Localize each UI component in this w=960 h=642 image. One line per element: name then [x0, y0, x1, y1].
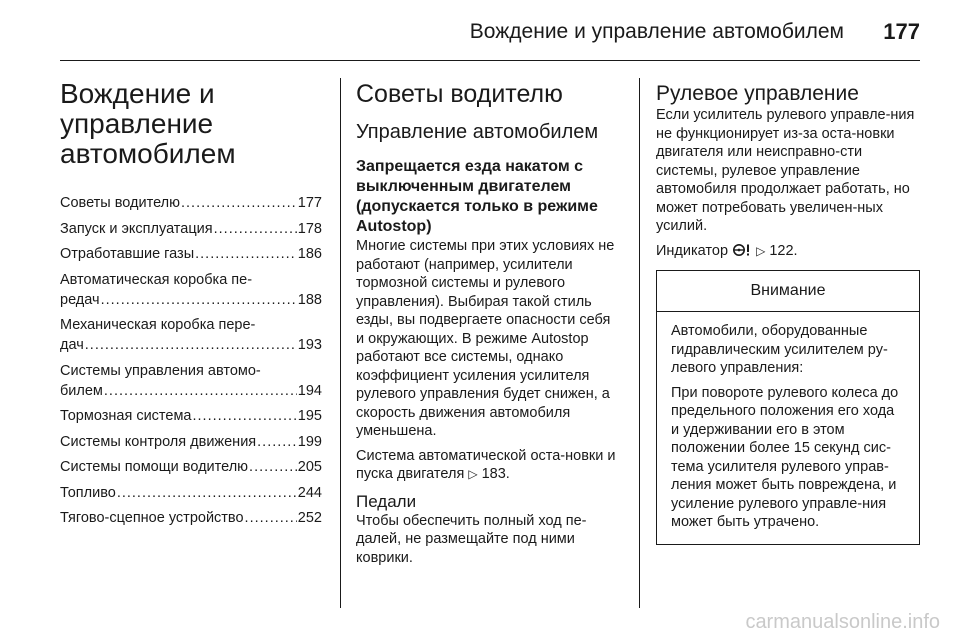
toc-entry[interactable] [60, 219, 322, 239]
toc-entry-page: 177 [297, 195, 322, 211]
warning-title: Внимание [657, 271, 919, 312]
toc-dot-leader [104, 381, 297, 401]
toc-dot-leader [117, 483, 297, 503]
toc-entry[interactable] [60, 406, 322, 426]
toc-entry-label: дач [60, 337, 84, 353]
toc-entry-line [60, 193, 322, 213]
column-divider-1 [340, 78, 341, 608]
toc-entry-label: Тягово-сцепное устройство [60, 510, 244, 526]
toc-entry-line [60, 508, 322, 528]
toc-entry-page: 193 [297, 337, 322, 353]
warning-body [657, 312, 919, 544]
toc-entry-label: Автоматическая коробка пе- [60, 271, 253, 288]
column-divider-2 [639, 78, 640, 608]
toc-dot-leader [195, 244, 297, 264]
toc-entry-line [60, 432, 322, 452]
toc-entry-line [60, 335, 322, 355]
toc-entry-label: Тормозная система [60, 408, 192, 424]
toc-entry-label: Топливо [60, 484, 116, 501]
toc-entry-page: 205 [297, 459, 322, 475]
toc-entry-label: Системы управления автомо- [60, 362, 261, 379]
warning-paragraph: При повороте рулевого колеса до предельного положения его хода и удерживании его в этом положении более 15 секунд сис-тема усилителя рулевого управ-ления может быть повреждена, и усиление рулевого управле-ния может быть утрачено. [671, 384, 899, 530]
toc-entry[interactable] [60, 244, 322, 264]
driving-tips-column [356, 74, 622, 573]
toc-entry-label: редач [60, 291, 100, 308]
chapter-column [60, 74, 322, 534]
page-reference-arrow-icon: ▷ [756, 243, 766, 258]
chapter-title: Вождение и управление автомобилем [60, 78, 236, 169]
paragraph-indicator [656, 242, 920, 261]
paragraph-autostop [356, 447, 622, 484]
toc-dot-leader [193, 406, 297, 426]
page-reference-arrow-icon: ▷ [468, 467, 478, 481]
toc-entry-page: 178 [297, 220, 322, 237]
toc-entry-page: 244 [297, 484, 322, 501]
steering-column [656, 74, 920, 545]
toc-entry-label: Отработавшие газы [60, 246, 195, 262]
toc-entry-label: Системы помощи водителю [60, 459, 249, 475]
heading-no-coasting: Запрещается езда накатом с выключенным двигателем (допускается только в режиме Autostop) [356, 158, 598, 235]
toc-entry-label: Запуск и эксплуатация [60, 220, 213, 237]
watermark: carmanualsonline.info [745, 611, 940, 633]
indicator-page-ref: 122. [769, 242, 798, 259]
toc-entry[interactable] [60, 483, 322, 503]
toc-entry[interactable] [60, 270, 322, 310]
toc-dot-leader [257, 432, 297, 452]
toc-entry[interactable] [60, 457, 322, 477]
toc-dot-leader [245, 508, 297, 528]
toc-dot-leader [214, 219, 297, 239]
toc-entry-page: 188 [297, 291, 322, 308]
subsection-title-vehicle-control: Управление автомобилем [356, 121, 599, 143]
running-header [60, 0, 920, 61]
toc-entry-line [60, 381, 322, 401]
toc-entry-line [60, 483, 322, 503]
heading-pedals: Педали [356, 491, 417, 511]
paragraph-steering: Если усилитель рулевого управле-ния не функционирует из-за оста-новки двигателя или неисправно-сти системы, рулевое управление автомобиля продолжает работать, но может потребовать увеличен-ных усилий. [656, 107, 915, 234]
toc-dot-leader [85, 335, 297, 355]
toc-dot-leader [249, 457, 297, 477]
toc-entry[interactable] [60, 193, 322, 213]
toc-entry-page: 199 [297, 433, 322, 450]
autostop-page-ref: 183. [481, 466, 510, 482]
section-title-driving-tips: Советы водителю [356, 80, 563, 108]
toc-entry[interactable] [60, 315, 322, 355]
toc-entry-label: билем [60, 382, 103, 399]
paragraph-pedals: Чтобы обеспечить полный ход пе-далей, не размещайте под ними коврики. [356, 512, 587, 566]
toc-entry[interactable] [60, 508, 322, 528]
toc-dot-leader [181, 193, 297, 213]
toc-entry-page: 186 [297, 246, 322, 262]
paragraph-coasting: Многие системы при этих условиях не работают (например, усилители тормозной системы и рулевого управления). Выбирая такой стиль езды, вы подвергаете опасности себя и окружающих. В режиме Autostop работают все системы, однако коэффициент усиления усилителя рулевого управления будет снижен, а скорость движения автомобиля уменьшена. [356, 238, 615, 439]
toc-entry-line [60, 244, 322, 264]
toc-entry-label: Советы водителю [60, 195, 180, 211]
toc-entry-line [60, 406, 322, 426]
autostop-text: Система автоматической оста-новки и пуска двигателя [356, 447, 616, 482]
toc-entry[interactable] [60, 361, 322, 401]
toc-entry-label: Механическая коробка пере- [60, 317, 256, 333]
toc-entry-line [60, 219, 322, 239]
toc-entry[interactable] [60, 432, 322, 452]
toc-entry-line [60, 457, 322, 477]
steering-warning-icon [732, 243, 756, 259]
toc-entry-label: Системы контроля движения [60, 433, 257, 450]
toc-entry-page: 194 [297, 382, 322, 399]
toc-entry-page: 252 [297, 510, 322, 526]
running-title: Вождение и управление автомобилем [469, 20, 844, 43]
page-number: 177 [883, 19, 920, 44]
indicator-label: Индикатор [656, 242, 729, 259]
warning-box [656, 270, 920, 545]
toc-entry-line [60, 290, 322, 310]
toc-dot-leader [101, 290, 297, 310]
section-title-steering: Рулевое управление [656, 82, 859, 105]
table-of-contents [60, 193, 322, 528]
warning-paragraph: Автомобили, оборудованные гидравлическим усилителем ру-левого управления: [671, 323, 888, 376]
toc-entry-page: 195 [297, 408, 322, 424]
